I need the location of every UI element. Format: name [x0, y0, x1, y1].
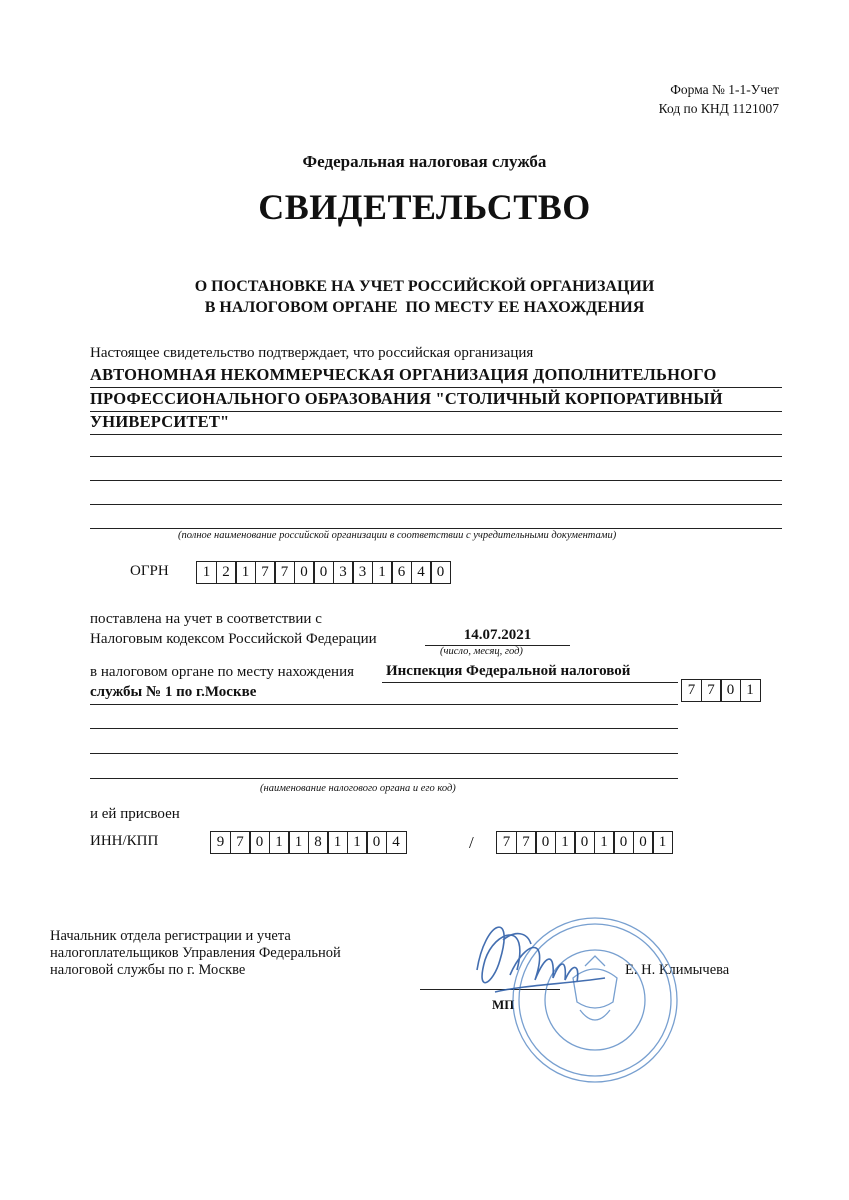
- registration-text-1: поставлена на учет в соответствии с: [90, 611, 322, 627]
- intro-text: Настоящее свидетельство подтверждает, что российская организация: [90, 345, 534, 361]
- tax-authority-code-cell: 7: [701, 679, 722, 702]
- inn-digit-cell: 1: [327, 831, 348, 854]
- ogrn-digit-cell: 0: [430, 561, 451, 584]
- kpp-digit-cell: 0: [535, 831, 556, 854]
- blank-line: [90, 777, 678, 779]
- tax-authority-code-cell: 0: [720, 679, 741, 702]
- inn-digit-cell: 0: [249, 831, 270, 854]
- document-title: СВИДЕТЕЛЬСТВО: [258, 187, 591, 227]
- ogrn-cells: [196, 561, 451, 584]
- kpp-digit-cell: 0: [633, 831, 654, 854]
- tax-authority-code-cell: 7: [681, 679, 702, 702]
- ogrn-digit-cell: 3: [333, 561, 354, 584]
- document-subtitle: [0, 276, 849, 318]
- inn-digit-cell: 8: [308, 831, 329, 854]
- tax-authority-name-line-1: [382, 663, 678, 683]
- ogrn-digit-cell: 0: [313, 561, 334, 584]
- registration-text-2: Налоговым кодексом Российской Федерации: [90, 631, 377, 647]
- tax-authority-hint: (наименование налогового органа и его код): [260, 783, 456, 794]
- signer-position-line-1: Начальник отдела регистрации и учета: [50, 928, 291, 944]
- inn-digit-cell: 1: [288, 831, 309, 854]
- kpp-cells: [496, 831, 673, 854]
- signer-name: Е. Н. Климычева: [625, 962, 730, 978]
- inn-digit-cell: 1: [269, 831, 290, 854]
- signer-position: [50, 928, 341, 979]
- authority-name: Федеральная налоговая служба: [302, 152, 547, 171]
- ogrn-digit-cell: 1: [372, 561, 393, 584]
- form-number: Форма № 1-1-Учет: [670, 82, 779, 97]
- tax-authority-code-cell: 1: [740, 679, 761, 702]
- inn-kpp-separator: /: [469, 833, 474, 852]
- org-name-hint: (полное наименование российской организации в соответствии с учредительными документами): [178, 530, 617, 541]
- blank-line: [90, 727, 678, 729]
- kpp-digit-cell: 0: [574, 831, 595, 854]
- blank-line: [90, 455, 782, 457]
- blank-line: [90, 503, 782, 505]
- subtitle-line-1: О ПОСТАНОВКЕ НА УЧЕТ РОССИЙСКОЙ ОРГАНИЗАЦИИ: [194, 278, 655, 295]
- tax-authority-name-text-1: Инспекция Федеральной налоговой: [386, 663, 631, 679]
- ogrn-digit-cell: 3: [352, 561, 373, 584]
- inn-digit-cell: 9: [210, 831, 231, 854]
- tax-authority-name-line-2: службы № 1 по г.Москве: [90, 684, 678, 705]
- kpp-digit-cell: 7: [496, 831, 517, 854]
- signer-position-line-3: налоговой службы по г. Москве: [50, 962, 246, 978]
- inn-digit-cell: 1: [347, 831, 368, 854]
- kpp-digit-cell: 1: [652, 831, 673, 854]
- blank-line: [90, 479, 782, 481]
- official-stamp: [455, 900, 685, 1090]
- ogrn-digit-cell: 2: [216, 561, 237, 584]
- registration-date: 14.07.2021: [425, 627, 570, 646]
- kpp-digit-cell: 1: [555, 831, 576, 854]
- blank-line: [90, 752, 678, 754]
- kpp-digit-cell: 7: [516, 831, 537, 854]
- signature-icon: [477, 927, 605, 992]
- tax-authority-code-cells: [681, 679, 761, 702]
- inn-digit-cell: 4: [386, 831, 407, 854]
- org-name-line-1: АВТОНОМНАЯ НЕКОММЕРЧЕСКАЯ ОРГАНИЗАЦИЯ ДОПОЛНИТЕЛЬНОГО: [90, 365, 782, 388]
- ogrn-digit-cell: 4: [411, 561, 432, 584]
- blank-line: [90, 527, 782, 529]
- knd-code: Код по КНД 1121007: [658, 101, 779, 116]
- ogrn-digit-cell: 1: [235, 561, 256, 584]
- inn-kpp-label: ИНН/КПП: [90, 833, 159, 849]
- kpp-digit-cell: 1: [594, 831, 615, 854]
- registration-date-hint: (число, месяц, год): [440, 646, 523, 657]
- tax-authority-label: в налоговом органе по месту нахождения: [90, 664, 355, 680]
- ogrn-digit-cell: 7: [274, 561, 295, 584]
- org-name-line-3: УНИВЕРСИТЕТ": [90, 412, 782, 435]
- form-number-block: [659, 80, 779, 118]
- ogrn-digit-cell: 6: [391, 561, 412, 584]
- inn-digit-cell: 0: [366, 831, 387, 854]
- ogrn-digit-cell: 1: [196, 561, 217, 584]
- inn-cells: [210, 831, 407, 854]
- org-name-line-2: ПРОФЕССИОНАЛЬНОГО ОБРАЗОВАНИЯ "СТОЛИЧНЫЙ КОРПОРАТИВНЫЙ: [90, 389, 782, 412]
- assigned-text: и ей присвоен: [90, 806, 180, 822]
- ogrn-digit-cell: 7: [255, 561, 276, 584]
- subtitle-line-2: В НАЛОГОВОМ ОРГАНЕ ПО МЕСТУ ЕЕ НАХОЖДЕНИЯ: [204, 299, 645, 316]
- mp-label: МП: [492, 997, 515, 1012]
- kpp-digit-cell: 0: [613, 831, 634, 854]
- signer-position-line-2: налогоплательщиков Управления Федеральной: [50, 945, 341, 961]
- ogrn-digit-cell: 0: [294, 561, 315, 584]
- inn-digit-cell: 7: [230, 831, 251, 854]
- ogrn-label: ОГРН: [130, 563, 169, 579]
